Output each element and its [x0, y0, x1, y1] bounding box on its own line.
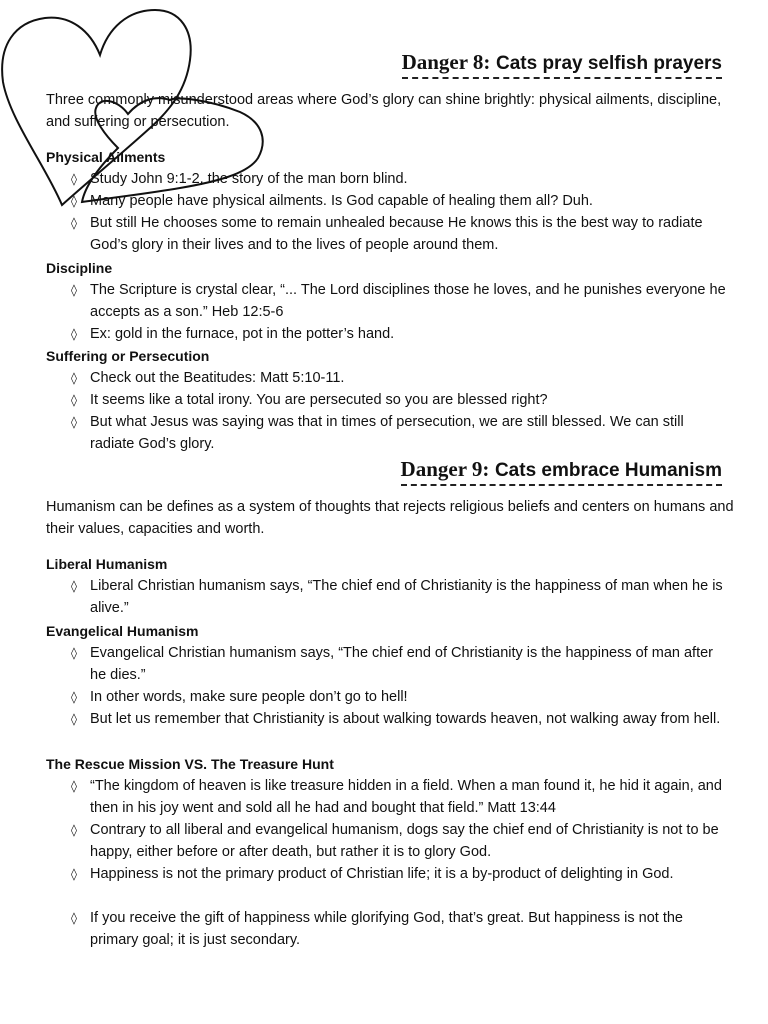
diamond-bullet-icon: ◊	[71, 867, 77, 881]
diamond-bullet-icon: ◊	[71, 216, 77, 230]
list-item	[66, 190, 726, 212]
diamond-bullet-icon: ◊	[71, 283, 77, 297]
list-item	[66, 708, 726, 730]
diamond-bullet-icon: ◊	[71, 327, 77, 341]
danger-9-heading	[401, 457, 722, 486]
danger-8-number: Danger 8:	[401, 50, 491, 74]
diamond-bullet-icon: ◊	[71, 690, 77, 704]
list-item-text: In other words, make sure people don’t go to hell!	[90, 689, 408, 705]
danger-8-title: Cats pray selfish prayers	[495, 53, 722, 74]
diamond-bullet-icon: ◊	[71, 823, 77, 837]
diamond-bullet-icon: ◊	[71, 646, 77, 660]
list-item	[66, 686, 726, 708]
list-item	[66, 642, 726, 686]
list-item-text: It seems like a total irony. You are persecuted so you are blessed right?	[90, 392, 548, 408]
list-item	[66, 863, 726, 885]
list-item	[66, 411, 726, 455]
list-item	[66, 575, 726, 619]
list-item-text: Ex: gold in the furnace, pot in the potter’s hand.	[90, 326, 395, 342]
list-item-text: The Scripture is crystal clear, “... The Lord disciplines those he loves, and he punishes everyone he accepts as a son.” Heb 12:5-6	[90, 282, 726, 320]
list-item-text: Liberal Christian humanism says, “The chief end of Christianity is the happiness of man when he is alive.”	[90, 578, 723, 616]
list-item-text: Many people have physical ailments. Is God capable of healing them all? Duh.	[90, 193, 593, 209]
section-heading-evangelical-humanism: Evangelical Humanism	[46, 623, 199, 639]
list-item	[66, 279, 726, 323]
diamond-bullet-icon: ◊	[71, 194, 77, 208]
list-item-text: Study John 9:1-2, the story of the man born blind.	[90, 171, 408, 187]
list-item	[66, 819, 726, 863]
list-item-text: Contrary to all liberal and evangelical humanism, dogs say the chief end of Christianity is not to be happy, either before or after death, but rather it is to glory God.	[90, 822, 719, 860]
diamond-bullet-icon: ◊	[71, 579, 77, 593]
section-heading-suffering-persecution: Suffering or Persecution	[46, 348, 210, 364]
danger-8-heading	[402, 50, 722, 79]
diamond-bullet-icon: ◊	[71, 779, 77, 793]
diamond-bullet-icon: ◊	[71, 393, 77, 407]
section-heading-liberal-humanism: Liberal Humanism	[46, 556, 168, 572]
danger-9-number: Danger 9:	[400, 457, 490, 481]
list-item	[66, 907, 726, 951]
danger-9-intro: Humanism can be defines as a system of thoughts that rejects religious beliefs and centers on humans and their values, capacities and worth.	[46, 499, 734, 537]
list-item-text: But let us remember that Christianity is about walking towards heaven, not walking away from hell.	[90, 711, 721, 727]
diamond-bullet-icon: ◊	[71, 415, 77, 429]
danger-9-title: Cats embrace Humanism	[494, 460, 722, 481]
list-item-text: Evangelical Christian humanism says, “The chief end of Christianity is the happiness of man after he dies.”	[90, 645, 713, 683]
diamond-bullet-icon: ◊	[71, 172, 77, 186]
diamond-bullet-icon: ◊	[71, 712, 77, 726]
section-heading-discipline: Discipline	[46, 260, 113, 276]
list-item	[66, 212, 726, 256]
list-item-text: Happiness is not the primary product of Christian life; it is a by-product of delighting in God.	[90, 866, 674, 882]
danger-8-intro: Three commonly misunderstood areas where God’s glory can shine brightly: physical ailments, discipline, and suffering or persecution.	[46, 92, 722, 130]
diamond-bullet-icon: ◊	[71, 911, 77, 925]
section-heading-physical-ailments: Physical Ailments	[46, 149, 166, 165]
list-item-text: But still He chooses some to remain unhealed because He knows this is the best way to radiate God’s glory in their lives and to the lives of people around them.	[90, 215, 703, 253]
list-item	[66, 367, 726, 389]
section-heading-rescue-mission: The Rescue Mission VS. The Treasure Hunt	[46, 756, 334, 772]
list-item-text: “The kingdom of heaven is like treasure hidden in a field. When a man found it, he hid it again, and then in his joy went and sold all he had and bought that field.” Matt 13:44	[90, 778, 722, 816]
list-item	[66, 168, 726, 190]
list-item	[66, 775, 726, 819]
list-item	[66, 323, 726, 345]
diamond-bullet-icon: ◊	[71, 371, 77, 385]
list-item	[66, 389, 726, 411]
list-item-text: Check out the Beatitudes: Matt 5:10-11.	[90, 370, 345, 386]
list-item-text: If you receive the gift of happiness while glorifying God, that’s great. But happiness is not the primary goal; it is just secondary.	[90, 910, 683, 948]
list-item-text: But what Jesus was saying was that in times of persecution, we are still blessed. We can still radiate God’s glory.	[90, 414, 684, 452]
